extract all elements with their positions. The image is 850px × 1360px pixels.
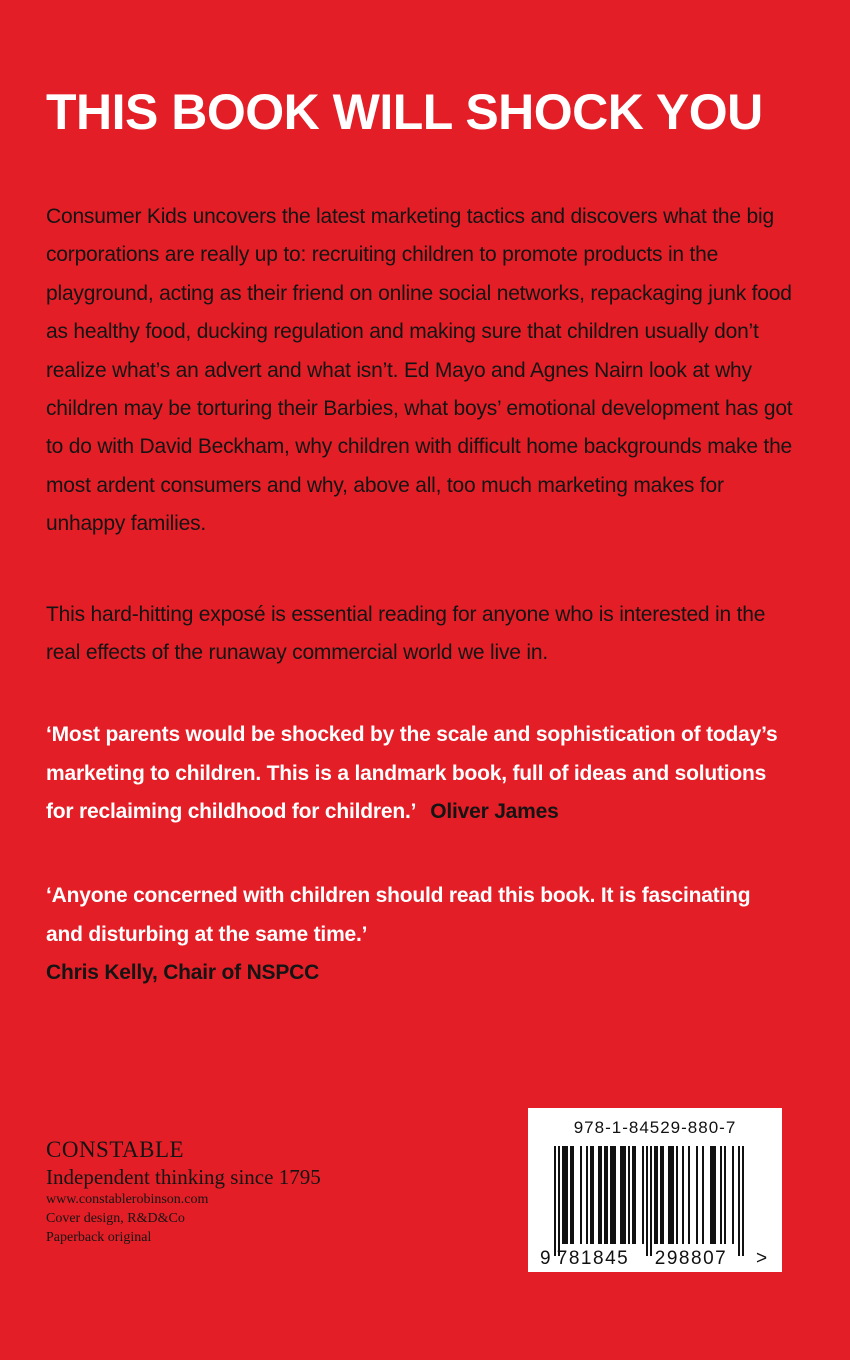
barcode-bar [570,1146,572,1244]
ean-quiet-marker: > [756,1248,768,1268]
barcode-bar [660,1146,662,1244]
ean-first-digit: 9 [540,1248,551,1268]
barcode-bar [622,1146,624,1244]
barcode-bar [628,1146,630,1244]
publisher-url: www.constablerobinson.com [46,1192,209,1207]
barcode-bar [554,1146,556,1256]
blurb-paragraph: This hard-hitting exposé is essential reading for anyone who is interested in the real effects of the runaway commercial world we live in. [46,603,766,665]
barcode-bar [566,1146,568,1244]
barcode-bar [598,1146,600,1244]
barcode-bar [614,1146,616,1244]
barcode-bar [720,1146,722,1244]
barcode-bar [624,1146,626,1244]
ean-left-digits: 781845 [556,1248,630,1268]
barcode-bar [712,1146,714,1244]
barcode-bar [604,1146,606,1244]
headline: THIS BOOK WILL SHOCK YOU [46,84,763,140]
barcode-bar [732,1146,734,1244]
barcode-bar [612,1146,614,1244]
barcode-bar [564,1146,566,1244]
barcode-bar [696,1146,698,1244]
barcode-bar [682,1146,684,1244]
format-note: Paperback original [46,1230,152,1245]
barcode-bar [632,1146,634,1244]
barcode-bar [642,1146,644,1244]
design-credit: Cover design, R&D&Co [46,1211,185,1226]
quote-text: ‘Most parents would be shocked by the scale and sophistication of today’s marketing to children. This is a landmark book, full of ideas and solutions for reclaiming childhood for children.’ [46,723,778,823]
barcode-bar [634,1146,636,1244]
barcode-bar [600,1146,602,1244]
quote-text: ‘Anyone concerned with children should read this book. It is fascinating and disturbing at the same time.’ [46,884,751,946]
barcode-bar [558,1146,560,1256]
barcode-bar [620,1146,622,1244]
endorsement-quote [46,716,786,832]
barcode-bar [714,1146,716,1244]
barcode-bar [580,1146,582,1244]
barcode-bar [672,1146,674,1244]
barcode-bar [710,1146,712,1244]
ean-right-digits: 298807 [654,1248,728,1268]
barcode-bar [738,1146,740,1256]
quote-attribution: Chris Kelly, Chair of NSPCC [46,961,320,984]
barcode-bar [662,1146,664,1244]
quote-attribution: Oliver James [430,800,559,823]
publisher-tagline: Independent thinking since 1795 [46,1165,321,1189]
barcode-bar [606,1146,608,1244]
isbn-barcode [528,1108,782,1272]
barcode-bar [650,1146,652,1256]
barcode-bars [538,1146,772,1268]
barcode-bar [724,1146,726,1244]
barcode-bar [572,1146,574,1244]
blurb-paragraph: Consumer Kids uncovers the latest marketing tactics and discovers what the big corporations are really up to: recruiting children to promote products in the playground, acting as their friend on online social networks, repackaging junk food as healthy food, ducking regulation and making sure that children usually don’t realize what’s an advert and what isn’t. Ed Mayo and Agnes Nairn look at why children may be torturing their Barbies, what boys’ emotional development has got to do with David Beckham, why children with difficult home backgrounds make the most ardent consumers and why, above all, too much marketing makes for unhappy families. [46,205,793,536]
barcode-bar [688,1146,690,1244]
isbn-number: 978-1-84529-880-7 [573,1118,737,1137]
barcode-bar [590,1146,592,1244]
barcode-bar [676,1146,678,1244]
publisher-name: CONSTABLE [46,1137,185,1162]
barcode-bar [668,1146,670,1244]
barcode-bar [670,1146,672,1244]
endorsement-quote [46,877,786,993]
barcode-bar [742,1146,744,1256]
barcode-bar [610,1146,612,1244]
publisher-block [46,1136,321,1247]
barcode-bar [592,1146,594,1244]
barcode-bar [586,1146,588,1244]
barcode-bar [702,1146,704,1244]
barcode-bar [656,1146,658,1244]
barcode-bar [654,1146,656,1244]
barcode-bar [562,1146,564,1244]
barcode-bar [646,1146,648,1256]
